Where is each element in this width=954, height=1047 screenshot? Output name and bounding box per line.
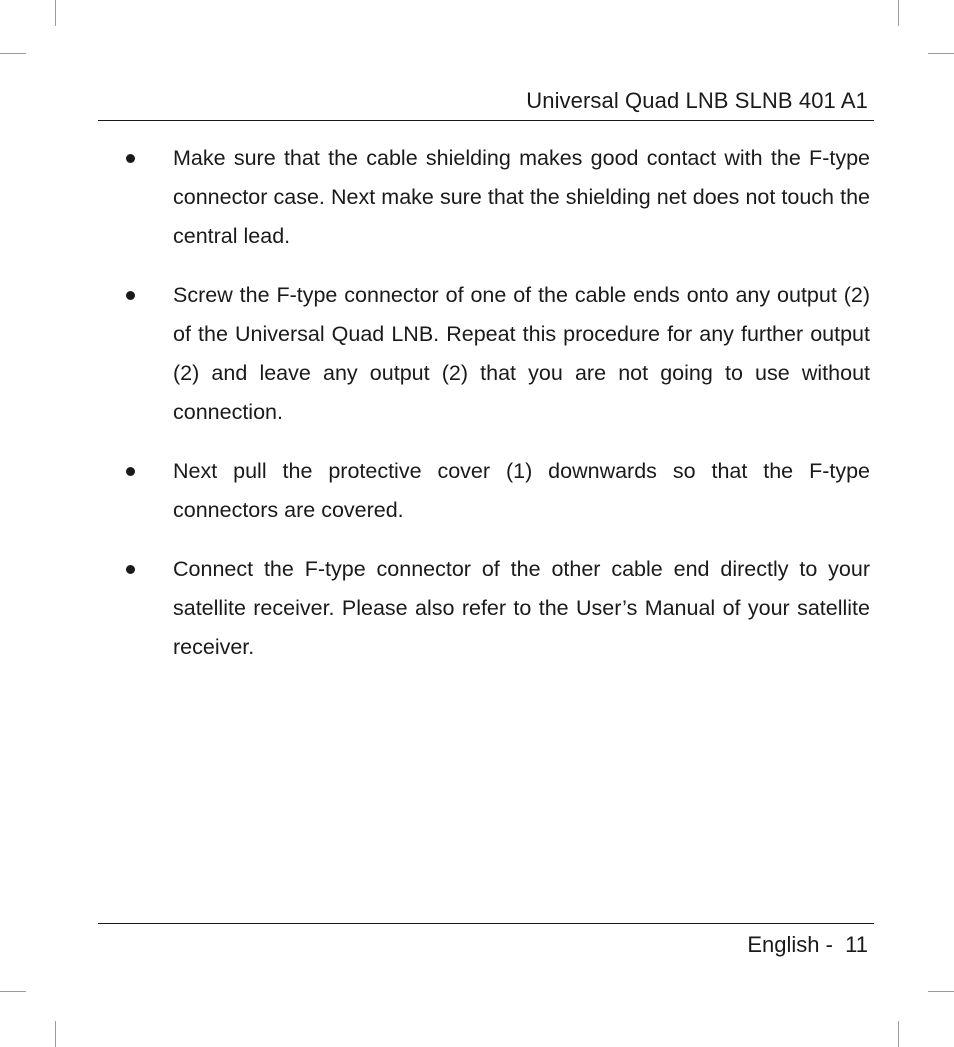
crop-mark — [898, 0, 899, 26]
list-item-text: Connect the F-type connector of the other cable end directly to your satellite receiver. Please also refer to the User’s Manual of your satellite receiver. — [173, 557, 870, 659]
footer-separator: - — [819, 932, 846, 957]
bullet-icon — [126, 467, 135, 476]
header-title: Universal Quad LNB SLNB 401 A1 — [526, 88, 868, 113]
page-number: 11 — [845, 932, 868, 957]
page-footer — [98, 923, 874, 968]
crop-mark — [0, 53, 26, 54]
bullet-icon — [126, 565, 135, 574]
crop-mark — [928, 53, 954, 54]
list-item-text: Next pull the protective cover (1) downwards so that the F-type connectors are covered. — [173, 459, 870, 522]
list-item-text: Screw the F-type connector of one of the cable ends onto any output (2) of the Universal Quad LNB. Repeat this procedure for any further output (2) and leave any output (2) that you are not going to use without connection. — [173, 283, 870, 424]
list-item — [120, 452, 870, 530]
list-item — [120, 276, 870, 432]
bullet-icon — [126, 154, 135, 163]
page-header — [98, 84, 874, 121]
crop-mark — [898, 1021, 899, 1047]
footer-language: English — [747, 932, 820, 957]
footer-text — [747, 932, 868, 958]
list-item — [120, 139, 870, 256]
list-item — [120, 550, 870, 667]
crop-mark — [928, 991, 954, 992]
crop-mark — [55, 1021, 56, 1047]
list-item-text: Make sure that the cable shielding makes good contact with the F-type connector case. Next make sure that the shielding net does not touch the central lead. — [173, 146, 870, 248]
instruction-list — [120, 139, 870, 687]
crop-mark — [55, 0, 56, 26]
bullet-icon — [126, 291, 135, 300]
crop-mark — [0, 991, 26, 992]
